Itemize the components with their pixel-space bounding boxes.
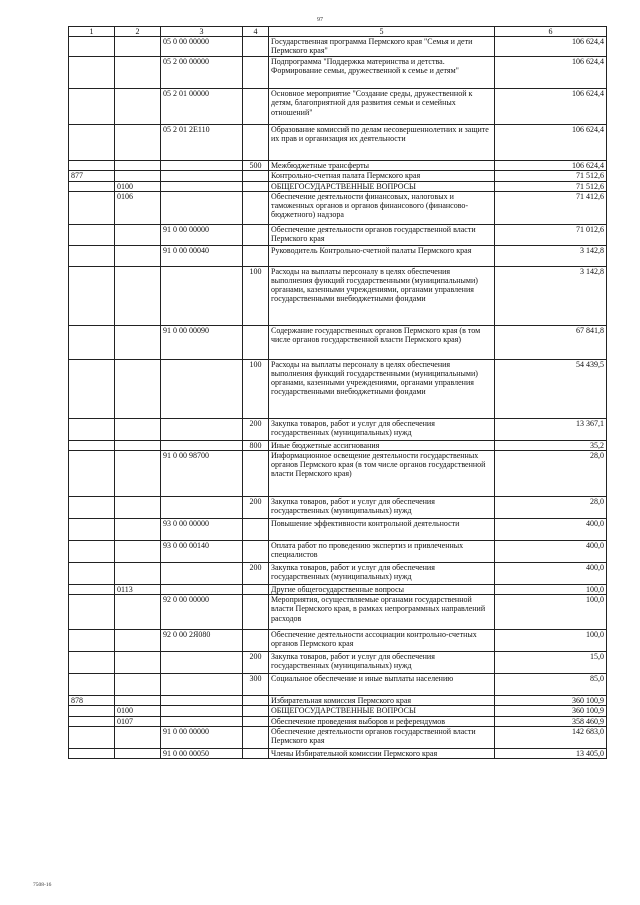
cell-amount: 3 142,8 bbox=[495, 266, 607, 325]
cell-target-code: 91 0 00 00000 bbox=[161, 726, 243, 748]
cell-admin-code: 878 bbox=[69, 696, 115, 706]
table-row bbox=[69, 652, 607, 674]
cell-description: Подпрограмма "Поддержка материнства и детства. Формирование семьи, дружественной к семье и детям" bbox=[269, 57, 495, 89]
cell-admin-code bbox=[69, 726, 115, 748]
cell-admin-code bbox=[69, 57, 115, 89]
cell-target-code bbox=[161, 359, 243, 418]
cell-description: Обеспечение деятельности органов государственной власти Пермского края bbox=[269, 224, 495, 245]
table-row bbox=[69, 696, 607, 706]
table-row bbox=[69, 89, 607, 125]
cell-amount: 400,0 bbox=[495, 541, 607, 563]
table-row bbox=[69, 451, 607, 497]
cell-admin-code bbox=[69, 451, 115, 497]
cell-section-code bbox=[115, 37, 161, 57]
cell-admin-code bbox=[69, 706, 115, 716]
cell-amount: 360 100,9 bbox=[495, 706, 607, 716]
cell-expense-type bbox=[243, 716, 269, 726]
cell-expense-type: 200 bbox=[243, 563, 269, 585]
cell-description: Основное мероприятие "Создание среды, дружественной к детям, благоприятной для развития семьи и семейных отношений" bbox=[269, 89, 495, 125]
cell-target-code: 91 0 00 00050 bbox=[161, 748, 243, 758]
cell-amount: 71 512,6 bbox=[495, 181, 607, 191]
cell-target-code bbox=[161, 706, 243, 716]
cell-description: Межбюджетные трансферты bbox=[269, 161, 495, 171]
cell-description: Члены Избирательной комиссии Пермского края bbox=[269, 748, 495, 758]
cell-target-code: 05 2 01 00000 bbox=[161, 89, 243, 125]
cell-admin-code bbox=[69, 37, 115, 57]
cell-admin-code bbox=[69, 595, 115, 630]
cell-target-code: 05 2 01 2Е110 bbox=[161, 125, 243, 161]
cell-section-code bbox=[115, 266, 161, 325]
cell-section-code bbox=[115, 563, 161, 585]
cell-target-code bbox=[161, 563, 243, 585]
cell-section-code bbox=[115, 57, 161, 89]
page-number: 97 bbox=[317, 17, 323, 23]
cell-expense-type: 200 bbox=[243, 418, 269, 440]
cell-expense-type bbox=[243, 585, 269, 595]
cell-target-code: 91 0 00 98700 bbox=[161, 451, 243, 497]
cell-description: Руководитель Контрольно-счетной палаты Пермского края bbox=[269, 245, 495, 266]
cell-expense-type bbox=[243, 451, 269, 497]
cell-amount: 400,0 bbox=[495, 563, 607, 585]
cell-section-code bbox=[115, 541, 161, 563]
table-row bbox=[69, 674, 607, 696]
cell-amount: 358 460,9 bbox=[495, 716, 607, 726]
table-row bbox=[69, 266, 607, 325]
cell-admin-code bbox=[69, 161, 115, 171]
cell-expense-type bbox=[243, 37, 269, 57]
table-body bbox=[69, 37, 607, 759]
header-row bbox=[69, 27, 607, 37]
cell-target-code: 91 0 00 00090 bbox=[161, 325, 243, 359]
table-row bbox=[69, 245, 607, 266]
cell-admin-code bbox=[69, 245, 115, 266]
cell-target-code: 93 0 00 00000 bbox=[161, 519, 243, 541]
cell-expense-type bbox=[243, 171, 269, 181]
cell-amount: 85,0 bbox=[495, 674, 607, 696]
cell-description: Повышение эффективности контрольной деятельности bbox=[269, 519, 495, 541]
cell-amount: 35,2 bbox=[495, 440, 607, 450]
cell-amount: 67 841,8 bbox=[495, 325, 607, 359]
table-row bbox=[69, 563, 607, 585]
budget-table bbox=[68, 26, 607, 759]
table-row bbox=[69, 519, 607, 541]
cell-description: Закупка товаров, работ и услуг для обеспечения государственных (муниципальных) нужд bbox=[269, 418, 495, 440]
footer-code: 7508-16 bbox=[33, 882, 52, 888]
cell-expense-type bbox=[243, 224, 269, 245]
cell-admin-code bbox=[69, 563, 115, 585]
header-col-5: 5 bbox=[269, 27, 495, 37]
cell-target-code bbox=[161, 266, 243, 325]
header-col-6: 6 bbox=[495, 27, 607, 37]
cell-amount: 360 100,9 bbox=[495, 696, 607, 706]
cell-target-code bbox=[161, 674, 243, 696]
cell-target-code bbox=[161, 191, 243, 224]
cell-admin-code: 877 bbox=[69, 171, 115, 181]
cell-description: ОБЩЕГОСУДАРСТВЕННЫЕ ВОПРОСЫ bbox=[269, 181, 495, 191]
table-row bbox=[69, 161, 607, 171]
cell-section-code bbox=[115, 161, 161, 171]
table-row bbox=[69, 716, 607, 726]
cell-section-code bbox=[115, 630, 161, 652]
cell-description: Избирательная комиссия Пермского края bbox=[269, 696, 495, 706]
cell-admin-code bbox=[69, 125, 115, 161]
cell-section-code bbox=[115, 245, 161, 266]
table-row bbox=[69, 497, 607, 519]
cell-amount: 71 412,6 bbox=[495, 191, 607, 224]
cell-section-code bbox=[115, 748, 161, 758]
cell-expense-type bbox=[243, 706, 269, 716]
cell-amount: 106 624,4 bbox=[495, 125, 607, 161]
cell-admin-code bbox=[69, 497, 115, 519]
table-row bbox=[69, 191, 607, 224]
cell-description: Обеспечение деятельности финансовых, налоговых и таможенных органов и органов финансового (финансово-бюджетного) надзора bbox=[269, 191, 495, 224]
table-row bbox=[69, 440, 607, 450]
cell-amount: 71 512,6 bbox=[495, 171, 607, 181]
cell-admin-code bbox=[69, 716, 115, 726]
cell-section-code bbox=[115, 726, 161, 748]
cell-target-code bbox=[161, 181, 243, 191]
table-row bbox=[69, 37, 607, 57]
cell-description: Обеспечение проведения выборов и референдумов bbox=[269, 716, 495, 726]
cell-admin-code bbox=[69, 440, 115, 450]
cell-expense-type bbox=[243, 191, 269, 224]
table-row bbox=[69, 726, 607, 748]
table-row bbox=[69, 125, 607, 161]
cell-amount: 400,0 bbox=[495, 519, 607, 541]
cell-section-code bbox=[115, 696, 161, 706]
cell-amount: 28,0 bbox=[495, 497, 607, 519]
cell-description: Закупка товаров, работ и услуг для обеспечения государственных (муниципальных) нужд bbox=[269, 563, 495, 585]
cell-expense-type: 100 bbox=[243, 359, 269, 418]
cell-section-code bbox=[115, 359, 161, 418]
cell-description: Обеспечение деятельности ассоциации контрольно-счетных органов Пермского края bbox=[269, 630, 495, 652]
cell-admin-code bbox=[69, 748, 115, 758]
cell-admin-code bbox=[69, 630, 115, 652]
cell-description: ОБЩЕГОСУДАРСТВЕННЫЕ ВОПРОСЫ bbox=[269, 706, 495, 716]
cell-expense-type: 300 bbox=[243, 674, 269, 696]
table-row bbox=[69, 541, 607, 563]
cell-description: Обеспечение деятельности органов государственной власти Пермского края bbox=[269, 726, 495, 748]
cell-admin-code bbox=[69, 89, 115, 125]
cell-target-code: 05 2 00 00000 bbox=[161, 57, 243, 89]
cell-description: Информационное освещение деятельности государственных органов Пермского края (в том числе органов государственной власти Пермского края) bbox=[269, 451, 495, 497]
cell-section-code: 0106 bbox=[115, 191, 161, 224]
cell-target-code: 91 0 00 00040 bbox=[161, 245, 243, 266]
cell-target-code bbox=[161, 171, 243, 181]
table-row bbox=[69, 706, 607, 716]
cell-target-code bbox=[161, 652, 243, 674]
cell-amount: 3 142,8 bbox=[495, 245, 607, 266]
cell-section-code bbox=[115, 171, 161, 181]
cell-admin-code bbox=[69, 585, 115, 595]
cell-amount: 142 683,0 bbox=[495, 726, 607, 748]
cell-expense-type bbox=[243, 595, 269, 630]
cell-expense-type bbox=[243, 57, 269, 89]
cell-section-code bbox=[115, 418, 161, 440]
table-row bbox=[69, 359, 607, 418]
cell-admin-code bbox=[69, 266, 115, 325]
table-row bbox=[69, 181, 607, 191]
cell-expense-type bbox=[243, 519, 269, 541]
cell-target-code: 93 0 00 00140 bbox=[161, 541, 243, 563]
cell-expense-type bbox=[243, 696, 269, 706]
cell-expense-type bbox=[243, 541, 269, 563]
table-row bbox=[69, 630, 607, 652]
table-row bbox=[69, 224, 607, 245]
table-row bbox=[69, 748, 607, 758]
cell-expense-type bbox=[243, 125, 269, 161]
cell-expense-type bbox=[243, 245, 269, 266]
cell-description: Другие общегосударственные вопросы bbox=[269, 585, 495, 595]
cell-description: Закупка товаров, работ и услуг для обеспечения государственных (муниципальных) нужд bbox=[269, 652, 495, 674]
cell-expense-type bbox=[243, 89, 269, 125]
cell-target-code: 91 0 00 00000 bbox=[161, 224, 243, 245]
cell-expense-type: 200 bbox=[243, 497, 269, 519]
cell-admin-code bbox=[69, 224, 115, 245]
cell-amount: 100,0 bbox=[495, 595, 607, 630]
cell-expense-type: 200 bbox=[243, 652, 269, 674]
cell-description: Социальное обеспечение и иные выплаты населению bbox=[269, 674, 495, 696]
cell-amount: 71 012,6 bbox=[495, 224, 607, 245]
cell-description: Закупка товаров, работ и услуг для обеспечения государственных (муниципальных) нужд bbox=[269, 497, 495, 519]
table-row bbox=[69, 171, 607, 181]
cell-target-code bbox=[161, 440, 243, 450]
cell-section-code: 0100 bbox=[115, 181, 161, 191]
cell-target-code: 05 0 00 00000 bbox=[161, 37, 243, 57]
cell-description: Государственная программа Пермского края "Семья и дети Пермского края" bbox=[269, 37, 495, 57]
cell-section-code: 0113 bbox=[115, 585, 161, 595]
cell-admin-code bbox=[69, 359, 115, 418]
cell-description: Контрольно-счетная палата Пермского края bbox=[269, 171, 495, 181]
cell-description: Оплата работ по проведению экспертиз и привлеченных специалистов bbox=[269, 541, 495, 563]
cell-amount: 13 405,0 bbox=[495, 748, 607, 758]
cell-amount: 28,0 bbox=[495, 451, 607, 497]
cell-amount: 106 624,4 bbox=[495, 37, 607, 57]
table-row bbox=[69, 418, 607, 440]
cell-expense-type bbox=[243, 325, 269, 359]
header-col-3: 3 bbox=[161, 27, 243, 37]
header-col-4: 4 bbox=[243, 27, 269, 37]
table-row bbox=[69, 585, 607, 595]
cell-description: Образование комиссий по делам несовершеннолетних и защите их прав и организация их деятельности bbox=[269, 125, 495, 161]
cell-section-code bbox=[115, 224, 161, 245]
cell-admin-code bbox=[69, 418, 115, 440]
cell-target-code bbox=[161, 696, 243, 706]
cell-admin-code bbox=[69, 181, 115, 191]
cell-section-code: 0107 bbox=[115, 716, 161, 726]
cell-target-code bbox=[161, 585, 243, 595]
cell-expense-type: 500 bbox=[243, 161, 269, 171]
table-row bbox=[69, 57, 607, 89]
cell-target-code bbox=[161, 497, 243, 519]
cell-section-code bbox=[115, 125, 161, 161]
cell-admin-code bbox=[69, 519, 115, 541]
cell-amount: 106 624,4 bbox=[495, 57, 607, 89]
cell-admin-code bbox=[69, 674, 115, 696]
cell-amount: 106 624,4 bbox=[495, 161, 607, 171]
cell-admin-code bbox=[69, 652, 115, 674]
table-row bbox=[69, 595, 607, 630]
cell-description: Содержание государственных органов Пермского края (в том числе органов государственной власти Пермского края) bbox=[269, 325, 495, 359]
cell-section-code bbox=[115, 440, 161, 450]
cell-expense-type bbox=[243, 630, 269, 652]
cell-section-code bbox=[115, 89, 161, 125]
cell-target-code bbox=[161, 418, 243, 440]
cell-expense-type bbox=[243, 748, 269, 758]
cell-admin-code bbox=[69, 191, 115, 224]
cell-target-code bbox=[161, 161, 243, 171]
cell-section-code bbox=[115, 497, 161, 519]
cell-description: Мероприятия, осуществляемые органами государственной власти Пермского края, в рамках непрограммных направлений расходов bbox=[269, 595, 495, 630]
cell-section-code bbox=[115, 674, 161, 696]
header-col-1: 1 bbox=[69, 27, 115, 37]
cell-section-code: 0100 bbox=[115, 706, 161, 716]
cell-section-code bbox=[115, 519, 161, 541]
cell-description: Иные бюджетные ассигнования bbox=[269, 440, 495, 450]
table-row bbox=[69, 325, 607, 359]
cell-section-code bbox=[115, 652, 161, 674]
cell-expense-type: 100 bbox=[243, 266, 269, 325]
cell-section-code bbox=[115, 451, 161, 497]
cell-expense-type: 800 bbox=[243, 440, 269, 450]
cell-amount: 15,0 bbox=[495, 652, 607, 674]
header-col-2: 2 bbox=[115, 27, 161, 37]
cell-target-code bbox=[161, 716, 243, 726]
cell-amount: 100,0 bbox=[495, 585, 607, 595]
cell-amount: 13 367,1 bbox=[495, 418, 607, 440]
cell-expense-type bbox=[243, 726, 269, 748]
cell-target-code: 92 0 00 00000 bbox=[161, 595, 243, 630]
cell-admin-code bbox=[69, 325, 115, 359]
cell-description: Расходы на выплаты персоналу в целях обеспечения выполнения функций государственными (муниципальными) органами, казенными учреждениями, органами управления государственными внебюджетными фондами bbox=[269, 359, 495, 418]
cell-section-code bbox=[115, 595, 161, 630]
cell-description: Расходы на выплаты персоналу в целях обеспечения выполнения функций государственными (муниципальными) органами, казенными учреждениями, органами управления государственными внебюджетными фондами bbox=[269, 266, 495, 325]
cell-amount: 100,0 bbox=[495, 630, 607, 652]
cell-section-code bbox=[115, 325, 161, 359]
cell-amount: 54 439,5 bbox=[495, 359, 607, 418]
cell-amount: 106 624,4 bbox=[495, 89, 607, 125]
cell-target-code: 92 0 00 2Я080 bbox=[161, 630, 243, 652]
cell-expense-type bbox=[243, 181, 269, 191]
cell-admin-code bbox=[69, 541, 115, 563]
